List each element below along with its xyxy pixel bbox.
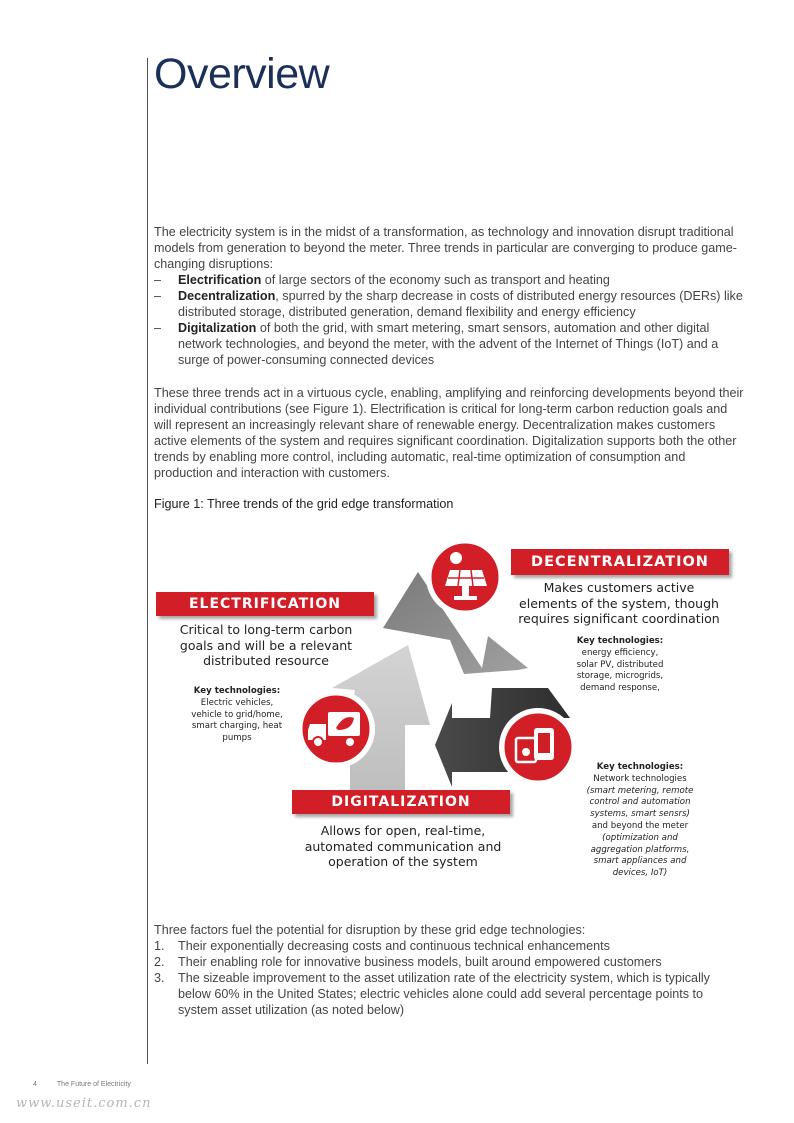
- cycle-section: [154, 385, 744, 481]
- key-line: devices, IoT): [612, 868, 668, 879]
- trend-term: Decentralization: [178, 289, 276, 303]
- key-line: smart appliances and: [593, 856, 687, 867]
- list-marker: 2.: [154, 955, 165, 969]
- trend-list: [154, 272, 744, 368]
- key-heading: Key technologies:: [193, 686, 281, 696]
- trend-text: of large sectors of the economy such as transport and heating: [261, 273, 610, 287]
- trends-figure: [150, 540, 740, 885]
- key-line: pumps: [222, 733, 252, 744]
- page-title: Overview: [154, 50, 330, 98]
- list-marker: 3.: [154, 971, 165, 985]
- key-heading: Key technologies:: [596, 762, 684, 772]
- factor-text: The sizeable improvement to the asset utilization rate of the electricity system, which is typically below 60% in the United States; electric vehicles alone could add several percentage points to system asset utilization (as noted below): [178, 971, 710, 1017]
- list-marker: –: [154, 289, 162, 303]
- list-marker: –: [154, 321, 162, 335]
- desc-line: Allows for open, real-time,: [320, 823, 486, 838]
- key-line: Network technologies: [593, 773, 687, 784]
- list-item: [154, 938, 744, 954]
- watermark: www.useit.com.cn: [16, 1096, 152, 1111]
- factors-intro: Three factors fuel the potential for disruption by these grid edge technologies:: [154, 923, 586, 937]
- page-number: 4: [33, 1081, 37, 1088]
- trend-text: of both the grid, with smart metering, smart sensors, automation and other digital network technologies, and beyond the meter, with the advent of the Internet of Things (IoT) and a surge of power-consuming connected devices: [178, 321, 719, 367]
- key-line: solar PV, distributed: [576, 659, 664, 670]
- electrification-description: [156, 622, 376, 669]
- footer-title: The Future of Electricity: [56, 1081, 131, 1088]
- list-item: [154, 272, 744, 288]
- key-line: demand response,: [580, 683, 660, 694]
- desc-line: Makes customers active: [543, 580, 695, 595]
- trend-term: Digitalization: [178, 321, 257, 335]
- list-item: [154, 954, 744, 970]
- margin-rule: [147, 58, 148, 1064]
- electrification-banner: ELECTRIFICATION: [156, 592, 374, 616]
- desc-line: goals and will be a relevant: [179, 637, 353, 653]
- desc-line: Critical to long-term carbon: [179, 622, 353, 637]
- trend-term: Electrification: [178, 273, 262, 287]
- key-heading: Key technologies:: [576, 636, 664, 646]
- solar-panel-icon: [426, 540, 504, 616]
- electrification-key-technologies: [176, 686, 298, 745]
- list-item: [154, 288, 744, 320]
- digitalization-banner: DIGITALIZATION: [292, 790, 510, 814]
- smart-devices-icon: [499, 708, 577, 786]
- figure-caption: Figure 1: Three trends of the grid edge transformation: [154, 497, 454, 511]
- intro-paragraph: The electricity system is in the midst of a transformation, as technology and innovation disrupt traditional models from generation to beyond the meter. Three trends in particular are converging to produce game-changing disruptions:: [154, 225, 737, 271]
- trend-text: , spurred by the sharp decrease in costs of distributed energy resources (DERs) like distributed storage, distributed generation, demand flexibility and energy efficiency: [178, 289, 743, 319]
- intro-section: [154, 224, 744, 368]
- list-marker: 1.: [154, 939, 165, 953]
- desc-line: automated communication and: [304, 838, 502, 854]
- key-line: (smart metering, remote: [586, 785, 694, 796]
- factor-text: Their exponentially decreasing costs and continuous technical enhancements: [178, 939, 610, 953]
- desc-line: requires significant coordination: [518, 611, 720, 626]
- desc-line: distributed resource: [203, 653, 329, 668]
- digitalization-description: [288, 823, 518, 870]
- key-line: (optimization and: [602, 832, 678, 843]
- electric-truck-icon: [297, 690, 375, 768]
- decentralization-key-technologies: [550, 636, 690, 695]
- desc-line: elements of the system, though: [519, 595, 719, 611]
- decentralization-description: [506, 580, 732, 627]
- key-line: aggregation platforms,: [590, 844, 690, 855]
- key-line: storage, microgrids,: [576, 671, 664, 682]
- key-line: control and automation: [589, 797, 691, 808]
- factor-text: Their enabling role for innovative business models, built around empowered customers: [178, 955, 662, 969]
- list-item: [154, 320, 744, 368]
- key-line: systems, smart sensrs): [590, 809, 690, 820]
- key-line: and beyond the meter: [591, 820, 689, 831]
- page-footer: [33, 1081, 151, 1088]
- digitalization-key-technologies: [570, 762, 710, 880]
- factor-list: [154, 938, 744, 1018]
- key-line: smart charging, heat: [191, 721, 283, 732]
- decentralization-banner: DECENTRALIZATION: [511, 549, 729, 575]
- key-line: vehicle to grid/home,: [191, 709, 283, 720]
- list-item: [154, 970, 744, 1018]
- cycle-paragraph: These three trends act in a virtuous cycle, enabling, amplifying and reinforcing developments beyond their individual contributions (see Figure 1). Electrification is critical for long-term carbon reduction goals and will represent an increasingly relevant share of renewable energy. Decentralization makes customers active elements of the system and requires significant coordination. Digitalization supports both the other trends by enabling more control, including automatic, real-time optimization of consumption and production and interaction with customers.: [154, 386, 744, 480]
- key-line: energy efficiency,: [581, 647, 659, 658]
- desc-line: operation of the system: [328, 854, 478, 869]
- list-marker: –: [154, 273, 162, 287]
- key-line: Electric vehicles,: [200, 697, 274, 708]
- factors-section: [154, 922, 744, 1018]
